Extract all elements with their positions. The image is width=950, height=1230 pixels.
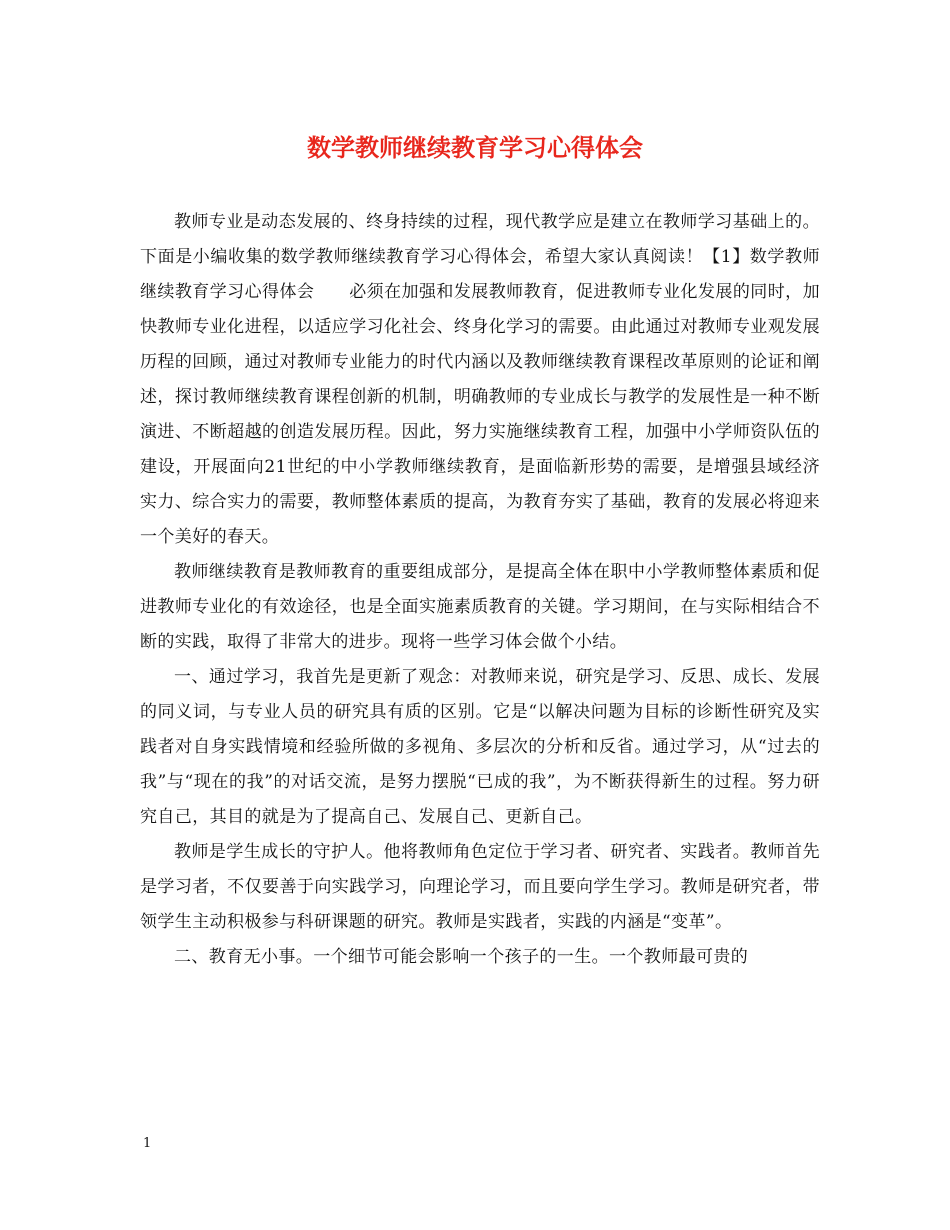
paragraph-section-one: 一、通过学习，我首先是更新了观念：对教师来说，研究是学习、反思、成长、发展的同义词，与专业人员的研究具有质的区别。它是“以解决问题为目标的诊断性研究及实践者对自身实践情境和经验所做的多视角、多层次的分析和反省。通过学习，从“过去的我”与“现在的我”的对话交流，是努力摆脱“已成的我”，为不断获得新生的过程。努力研究自己，其目的就是为了提高自己、发展自己、更新自己。 bbox=[140, 667, 820, 827]
document-body bbox=[140, 205, 820, 975]
page-number: 1 bbox=[143, 1136, 152, 1151]
paragraph-section-two: 二、教育无小事。一个细节可能会影响一个孩子的一生。一个教师最可贵的 bbox=[174, 947, 749, 967]
document-title: 数学教师继续教育学习心得体会 bbox=[307, 133, 643, 162]
paragraph-teacher-role: 教师是学生成长的守护人。他将教师角色定位于学习者、研究者、实践者。教师首先是学习者，不仅要善于向实践学习，向理论学习，而且要向学生学习。教师是研究者，带领学生主动积极参与科研课题的研究。教师是实践者，实践的内涵是“变革”。 bbox=[140, 842, 820, 932]
paragraph-intro: 教师专业是动态发展的、终身持续的过程，现代教学应是建立在教师学习基础上的。下面是小编收集的数学教师继续教育学习心得体会，希望大家认真阅读！【1】数学教师继续教育学习心得体会 必须在加强和发展教师教育，促进教师专业化发展的同时，加快教师专业化进程，以适应学习化社会、终身化学习的需要。由此通过对教师专业观发展历程的回顾，通过对教师专业能力的时代内涵以及教师继续教育课程改革原则的论证和阐述，探讨教师继续教育课程创新的机制，明确教师的专业成长与教学的发展性是一种不断演进、不断超越的创造发展历程。因此，努力实施继续教育工程，加强中小学师资队伍的建设，开展面向21世纪的中小学教师继续教育，是面临新形势的需要，是增强县域经济实力、综合实力的需要，教师整体素质的提高，为教育夯实了基础，教育的发展必将迎来一个美好的春天。 bbox=[140, 212, 820, 547]
paragraph-continuing-education: 教师继续教育是教师教育的重要组成部分，是提高全体在职中小学教师整体素质和促进教师专业化的有效途径，也是全面实施素质教育的关键。学习期间，在与实际相结合不断的实践，取得了非常大的进步。现将一些学习体会做个小结。 bbox=[140, 562, 820, 652]
